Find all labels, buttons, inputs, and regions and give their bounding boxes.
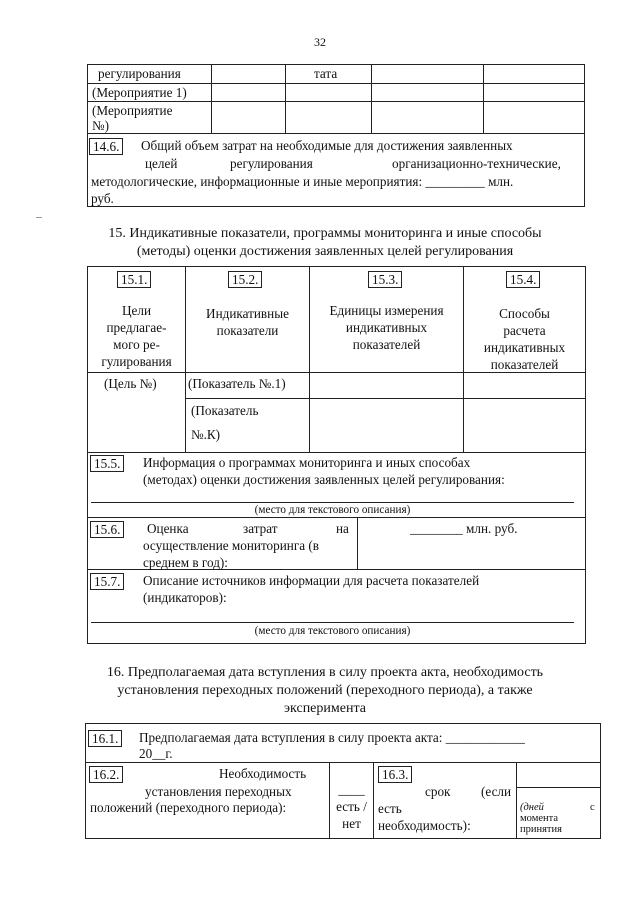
table-cell: №) xyxy=(92,118,109,133)
column-header: расчета xyxy=(503,323,546,338)
item-14-6-text: Общий объем затрат на необходимые для достижения заявленных xyxy=(141,138,513,153)
item-number-16-2: 16.2. xyxy=(89,766,123,783)
table-cell: (Показатель xyxy=(191,403,259,418)
column-header: Индикативные xyxy=(206,306,289,321)
placeholder-caption: (место для текстового описания) xyxy=(254,625,411,637)
item-number-15-7: 15.7. xyxy=(90,573,124,590)
item-number-16-3: 16.3. xyxy=(378,766,412,783)
column-header: гулирования xyxy=(101,354,172,369)
item-14-6-text: регулирования xyxy=(230,156,313,171)
item-14-6-text: целей xyxy=(145,156,178,171)
item-16-2-text: положений (переходного периода): xyxy=(90,800,287,815)
item-16-1-date: 20__г. xyxy=(139,746,173,761)
column-header: мого ре- xyxy=(113,337,160,352)
placeholder-caption: (место для текстового описания) xyxy=(254,504,411,516)
column-header: Способы xyxy=(499,306,550,321)
item-16-2-text: установления переходных xyxy=(145,784,292,799)
cost-value-field[interactable]: ________ млн. руб. xyxy=(410,521,518,536)
item-15-6-text: Оценка xyxy=(147,521,189,536)
item-16-2-text: Необходимость xyxy=(219,766,307,781)
item-number-16-1: 16.1. xyxy=(88,730,122,747)
item-15-5-text: Информация о программах мониторинга и иных способах xyxy=(143,455,471,470)
column-header: индикативных xyxy=(345,320,428,335)
item-16-1-text: Предполагаемая дата вступления в силу проекта акта: ____________ xyxy=(139,730,525,745)
section-16-heading: установления переходных положений (переходного периода), а также xyxy=(117,683,533,698)
answer-option: есть / xyxy=(336,799,367,814)
column-header: индикативных xyxy=(483,340,566,355)
page-number: 32 xyxy=(314,35,326,49)
column-number: 15.3. xyxy=(368,271,402,288)
column-header: показателей xyxy=(490,357,559,372)
table-cell: (Цель №) xyxy=(104,376,157,391)
answer-option: нет xyxy=(342,816,361,831)
table-cell: (Показатель №.1) xyxy=(188,376,286,391)
item-14-6-text: руб. xyxy=(91,191,114,206)
period-note: момента xyxy=(520,813,558,824)
section-16-heading: 16. Предполагаемая дата вступления в силу проекта акта, необходимость xyxy=(106,665,544,680)
table-cell: (Мероприятие 1) xyxy=(92,85,187,100)
table-cell: тата xyxy=(314,66,338,81)
item-16-3-text: срок xyxy=(425,784,451,799)
table-cell: регулирования xyxy=(98,66,181,81)
section-15-heading: (методы) оценки достижения заявленных целей регулирования xyxy=(136,244,514,259)
period-note: (дней xyxy=(520,802,544,813)
column-header: предлагае- xyxy=(106,320,167,335)
item-number-15-5: 15.5. xyxy=(90,455,124,472)
item-14-6-text: организационно-технические, xyxy=(392,156,561,171)
section-15-heading: 15. Индикативные показатели, программы мониторинга и иные способы xyxy=(108,226,542,241)
column-number: 15.2. xyxy=(228,271,262,288)
answer-blank[interactable]: ____ xyxy=(338,782,365,797)
item-15-6-text: на xyxy=(336,521,349,536)
margin-mark xyxy=(36,217,42,218)
column-number: 15.4. xyxy=(506,271,540,288)
item-15-7-text: (индикаторов): xyxy=(143,590,227,605)
item-15-6-text: затрат xyxy=(243,521,278,536)
item-16-3-text: необходимость): xyxy=(378,818,471,833)
table-cell: (Мероприятие xyxy=(92,103,173,118)
item-15-7-text: Описание источников информации для расчета показателей xyxy=(143,573,480,588)
column-header: показатели xyxy=(216,323,279,338)
column-header: Единицы измерения xyxy=(329,303,444,318)
item-15-5-text: (методах) оценки достижения заявленных целей регулирования: xyxy=(143,472,505,487)
column-number: 15.1. xyxy=(117,271,151,288)
period-note: с xyxy=(590,802,595,813)
item-14-6-text: методологические, информационные и иные мероприятия: _________ млн. xyxy=(91,174,514,189)
item-number-14-6: 14.6. xyxy=(89,138,123,155)
table-cell: №.К) xyxy=(191,427,221,442)
item-number-15-6: 15.6. xyxy=(90,521,124,538)
section-16-heading: эксперимента xyxy=(284,701,366,716)
column-header: показателей xyxy=(352,337,421,352)
item-15-6-text: среднем в год): xyxy=(143,555,228,570)
column-header: Цели xyxy=(121,303,151,318)
period-note: принятия xyxy=(520,824,562,835)
item-16-3-text: (если xyxy=(481,784,512,799)
item-15-6-text: осуществление мониторинга (в xyxy=(143,538,320,553)
item-16-3-text: есть xyxy=(378,801,402,816)
